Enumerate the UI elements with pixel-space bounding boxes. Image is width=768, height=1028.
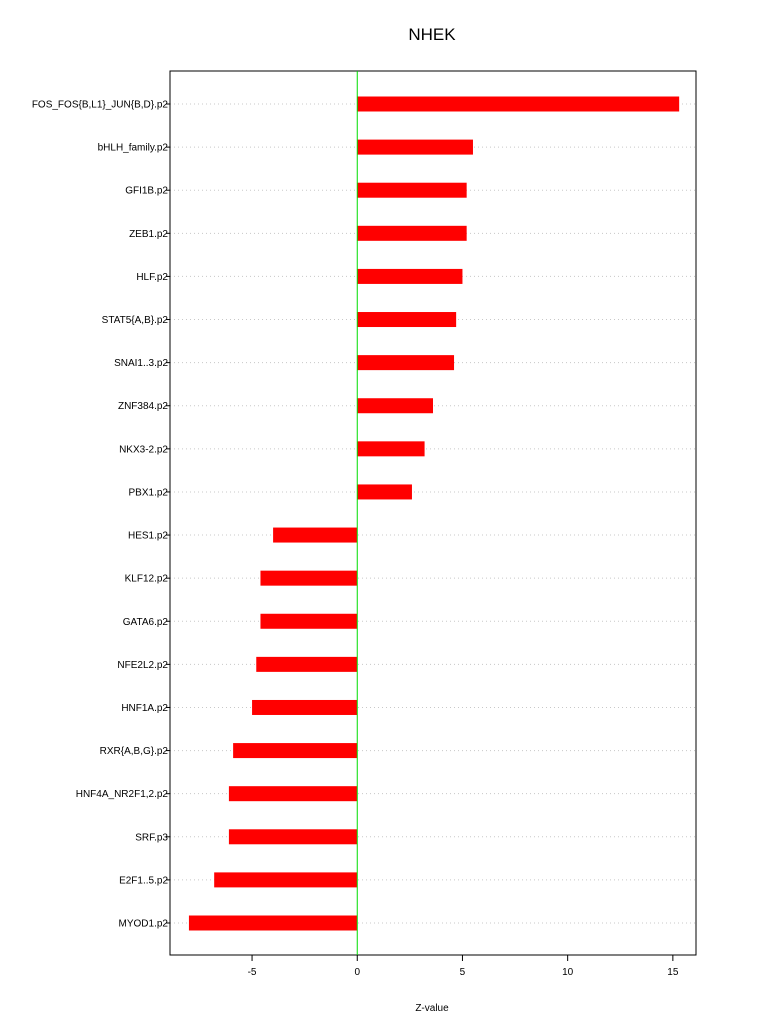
bar <box>357 226 466 241</box>
category-label: E2F1..5.p2 <box>119 875 168 887</box>
x-tick-label: 5 <box>459 967 466 978</box>
category-label: PBX1.p2 <box>128 487 168 499</box>
category-label: SNAI1..3.p2 <box>114 358 168 370</box>
bar <box>357 484 412 499</box>
category-label: STAT5{A,B}.p2 <box>101 315 168 327</box>
bar <box>229 829 357 844</box>
bar <box>357 441 424 456</box>
x-axis-ticks <box>248 955 679 978</box>
category-label: HNF1A.p2 <box>121 702 168 714</box>
bars <box>189 97 679 931</box>
bar <box>357 355 454 370</box>
category-label: HLF.p2 <box>136 271 168 283</box>
category-label: ZEB1.p2 <box>129 228 168 240</box>
category-label: NKX3-2.p2 <box>119 444 168 456</box>
category-label: ZNF384.p2 <box>117 401 168 413</box>
bar <box>357 183 466 198</box>
bar <box>214 872 357 887</box>
x-tick-label: 0 <box>354 967 361 978</box>
bar <box>256 657 357 672</box>
category-labels <box>32 100 170 930</box>
bar <box>229 786 357 801</box>
category-label: bHLH_family.p2 <box>97 142 168 154</box>
bar <box>357 97 679 112</box>
bar <box>252 700 357 715</box>
category-label: GATA6.p2 <box>122 616 168 628</box>
x-tick-label: 10 <box>562 967 574 978</box>
bar <box>260 614 357 629</box>
category-label: NFE2L2.p2 <box>117 659 168 671</box>
category-label: FOS_FOS{B,L1}_JUN{B,D}.p2 <box>31 99 168 111</box>
bar <box>233 743 357 758</box>
x-tick-label: -5 <box>247 967 257 978</box>
bar <box>260 571 357 586</box>
category-label: SRF.p3 <box>135 832 168 844</box>
chart-title: NHEK <box>408 25 456 44</box>
category-label: KLF12.p2 <box>124 573 168 585</box>
category-label: HES1.p2 <box>127 530 168 542</box>
category-label: GFI1B.p2 <box>125 185 168 197</box>
category-label: MYOD1.p2 <box>118 918 168 930</box>
x-axis-label: Z-value <box>415 1003 449 1014</box>
bar <box>357 269 462 284</box>
category-label: HNF4A_NR2F1,2.p2 <box>75 789 168 801</box>
x-tick-label: 15 <box>667 967 679 978</box>
bar <box>273 528 357 543</box>
plot-frame <box>170 71 696 955</box>
bar <box>357 312 456 327</box>
bar <box>357 398 433 413</box>
bar <box>357 140 473 155</box>
bar <box>189 916 357 931</box>
category-label: RXR{A,B,G}.p2 <box>99 746 168 758</box>
